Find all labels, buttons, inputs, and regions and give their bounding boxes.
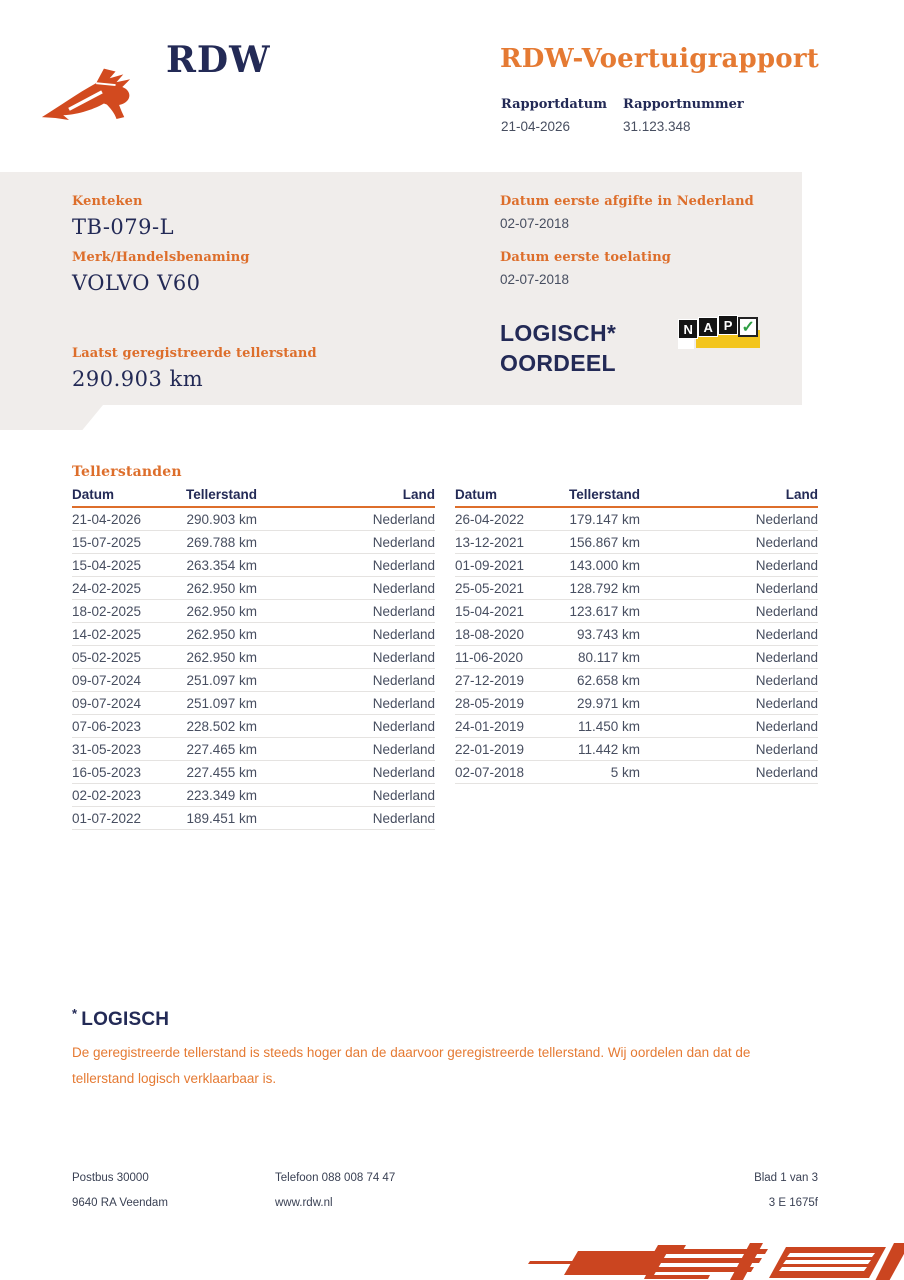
toelating-value: 02-07-2018 — [500, 272, 570, 287]
footer-website: www.rdw.nl — [275, 1197, 333, 1209]
cell-tellerstand: 143.000 km — [569, 557, 640, 573]
cell-land: Nederland — [372, 741, 435, 757]
table-row — [72, 577, 435, 600]
table-row — [455, 554, 818, 577]
cell-tellerstand: 262.950 km — [186, 603, 257, 619]
cell-tellerstand: 156.867 km — [569, 534, 640, 550]
cell-datum: 02-02-2023 — [72, 787, 142, 803]
cell-datum: 24-01-2019 — [455, 718, 525, 734]
cell-land: Nederland — [372, 695, 435, 711]
cell-land: Nederland — [372, 534, 435, 550]
cell-land: Nederland — [372, 557, 435, 573]
cell-land: Nederland — [372, 511, 435, 527]
report-date-value: 21-04-2026 — [501, 119, 571, 134]
nap-letter-a: A — [698, 317, 718, 337]
cell-land: Nederland — [755, 764, 818, 780]
odometer-readings-section — [72, 464, 818, 830]
cell-land: Nederland — [372, 603, 435, 619]
verdict-row — [500, 318, 800, 378]
explanation-body: De geregistreerde tellerstand is steeds hoger dan de daarvoor geregistreerde tellerstand. Wij oordelen dan dat de tellerstand logisch verklaarbaar is. — [72, 1045, 751, 1086]
readings-tables — [72, 487, 818, 830]
column-header-tellerstand: Tellerstand — [568, 487, 640, 502]
column-header-land: Land — [402, 487, 435, 502]
cell-land: Nederland — [372, 649, 435, 665]
merk-value: VOLVO V60 — [72, 271, 201, 295]
cell-tellerstand: 262.950 km — [186, 649, 257, 665]
table-row — [72, 554, 435, 577]
odometer-table-left — [72, 487, 435, 830]
cell-datum: 26-04-2022 — [455, 511, 525, 527]
report-footer — [72, 1171, 818, 1211]
table-row — [72, 600, 435, 623]
cell-datum: 05-02-2025 — [72, 649, 142, 665]
cell-datum: 27-12-2019 — [455, 672, 525, 688]
footer-address-line2: 9640 RA Veendam — [72, 1197, 168, 1209]
cell-datum: 09-07-2024 — [72, 695, 142, 711]
rdw-logo-text: RDW — [166, 39, 271, 81]
cell-land: Nederland — [372, 764, 435, 780]
odometer-table-right — [455, 487, 818, 830]
cell-tellerstand: 228.502 km — [186, 718, 257, 734]
cell-datum: 24-02-2025 — [72, 580, 142, 596]
cell-datum: 07-06-2023 — [72, 718, 142, 734]
cell-datum: 28-05-2019 — [455, 695, 525, 711]
cell-land: Nederland — [372, 580, 435, 596]
nap-letter-n: N — [678, 319, 698, 339]
cell-land: Nederland — [755, 534, 818, 550]
verdict-line-2: OORDEEL — [500, 350, 616, 376]
table-row — [455, 508, 818, 531]
report-date-block — [501, 97, 607, 134]
explanation-heading-text: LOGISCH — [81, 1009, 170, 1030]
cell-land: Nederland — [755, 695, 818, 711]
vehicle-summary-box — [0, 172, 802, 405]
cell-datum: 09-07-2024 — [72, 672, 142, 688]
table-body — [455, 508, 818, 784]
nap-check-icon: ✓ — [738, 317, 758, 337]
table-row — [72, 508, 435, 531]
explanation-heading — [72, 1006, 772, 1031]
cell-datum: 16-05-2023 — [72, 764, 142, 780]
table-row — [455, 531, 818, 554]
cell-tellerstand: 123.617 km — [569, 603, 640, 619]
readings-title: Tellerstanden — [72, 464, 182, 480]
cell-land: Nederland — [755, 649, 818, 665]
cell-land: Nederland — [372, 718, 435, 734]
cell-datum: 01-09-2021 — [455, 557, 525, 573]
cell-datum: 18-08-2020 — [455, 626, 525, 642]
cell-land: Nederland — [755, 741, 818, 757]
table-row — [72, 646, 435, 669]
table-row — [72, 531, 435, 554]
rdw-logo — [38, 39, 271, 124]
table-row — [455, 761, 818, 784]
table-row — [72, 623, 435, 646]
table-row — [455, 715, 818, 738]
column-header-datum: Datum — [72, 487, 115, 502]
table-header-row — [455, 487, 818, 508]
cell-datum: 14-02-2025 — [72, 626, 142, 642]
table-header-row — [72, 487, 435, 508]
nap-white-notch — [678, 339, 694, 349]
cell-tellerstand: 62.658 km — [576, 672, 640, 688]
cell-land: Nederland — [755, 511, 818, 527]
table-row — [455, 669, 818, 692]
cell-tellerstand: 223.349 km — [186, 787, 257, 803]
cell-datum: 02-07-2018 — [455, 764, 525, 780]
table-row — [72, 715, 435, 738]
tellerstand-label: Laatst geregistreerde tellerstand — [72, 346, 317, 361]
table-row — [455, 646, 818, 669]
cell-land: Nederland — [755, 603, 818, 619]
table-row — [72, 784, 435, 807]
afgifte-value: 02-07-2018 — [500, 216, 570, 231]
cell-tellerstand: 189.451 km — [186, 810, 257, 826]
cell-land: Nederland — [372, 672, 435, 688]
cell-tellerstand: 11.442 km — [577, 741, 640, 757]
cell-tellerstand: 29.971 km — [576, 695, 640, 711]
speed-stripes-decoration — [518, 1243, 904, 1280]
asterisk-marker: * — [72, 1006, 78, 1021]
summary-right-column — [500, 172, 800, 378]
toelating-label: Datum eerste toelating — [500, 250, 671, 265]
cell-tellerstand: 80.117 km — [577, 649, 640, 665]
table-row — [455, 623, 818, 646]
column-header-tellerstand: Tellerstand — [185, 487, 257, 502]
afgifte-label: Datum eerste afgifte in Nederland — [500, 194, 754, 209]
verdict-text — [500, 318, 616, 378]
cell-datum: 15-07-2025 — [72, 534, 142, 550]
cell-datum: 18-02-2025 — [72, 603, 142, 619]
cell-datum: 15-04-2025 — [72, 557, 142, 573]
report-date-label: Rapportdatum — [501, 97, 607, 112]
nap-logo — [678, 313, 762, 349]
cell-tellerstand: 227.455 km — [186, 764, 257, 780]
verdict-explanation — [72, 1006, 772, 1092]
cell-datum: 31-05-2023 — [72, 741, 142, 757]
table-row — [455, 577, 818, 600]
cell-tellerstand: 93.743 km — [576, 626, 640, 642]
cell-land: Nederland — [372, 787, 435, 803]
footer-page-indicator: Blad 1 van 3 — [754, 1172, 818, 1184]
cell-datum: 25-05-2021 — [455, 580, 525, 596]
report-number-value: 31.123.348 — [622, 119, 691, 134]
cell-tellerstand: 263.354 km — [186, 557, 257, 573]
footer-doc-code: 3 E 1675f — [768, 1197, 818, 1209]
cell-land: Nederland — [372, 810, 435, 826]
kenteken-value: TB-079-L — [72, 215, 175, 239]
cell-tellerstand: 128.792 km — [569, 580, 640, 596]
cell-tellerstand: 290.903 km — [186, 511, 257, 527]
cell-tellerstand: 251.097 km — [186, 695, 257, 711]
report-number-label: Rapportnummer — [622, 97, 744, 112]
table-row — [455, 692, 818, 715]
cell-tellerstand: 179.147 km — [569, 511, 640, 527]
cell-tellerstand: 11.450 km — [577, 718, 640, 734]
cell-land: Nederland — [755, 580, 818, 596]
verdict-line-1: LOGISCH* — [500, 320, 617, 346]
report-meta — [501, 97, 744, 134]
column-header-land: Land — [785, 487, 818, 502]
cell-datum: 01-07-2022 — [72, 810, 142, 826]
summary-left-column — [72, 172, 472, 402]
cell-datum: 11-06-2020 — [455, 649, 524, 665]
cell-datum: 15-04-2021 — [455, 603, 525, 619]
cell-datum: 22-01-2019 — [455, 741, 525, 757]
nap-letter-p: P — [718, 315, 738, 335]
footer-phone: Telefoon 088 008 74 47 — [275, 1172, 396, 1184]
cell-land: Nederland — [755, 626, 818, 642]
cell-tellerstand: 227.465 km — [186, 741, 257, 757]
cell-tellerstand: 251.097 km — [186, 672, 257, 688]
table-row — [72, 738, 435, 761]
cell-land: Nederland — [755, 718, 818, 734]
rdw-feather-icon — [38, 52, 164, 124]
cell-tellerstand: 262.950 km — [186, 626, 257, 642]
table-row — [72, 669, 435, 692]
table-row — [455, 738, 818, 761]
table-row — [455, 600, 818, 623]
cell-tellerstand: 5 km — [610, 764, 640, 780]
table-row — [72, 692, 435, 715]
merk-label: Merk/Handelsbenaming — [72, 250, 250, 265]
cell-tellerstand: 262.950 km — [186, 580, 257, 596]
kenteken-label: Kenteken — [72, 194, 143, 209]
document-title: RDW-Voertuigrapport — [500, 44, 819, 74]
cell-tellerstand: 269.788 km — [186, 534, 257, 550]
table-body — [72, 508, 435, 830]
cell-datum: 21-04-2026 — [72, 511, 142, 527]
table-row — [72, 807, 435, 830]
tellerstand-value: 290.903 km — [72, 367, 204, 391]
report-number-block — [623, 97, 744, 134]
cell-land: Nederland — [755, 557, 818, 573]
cell-land: Nederland — [755, 672, 818, 688]
cell-land: Nederland — [372, 626, 435, 642]
footer-address-line1: Postbus 30000 — [72, 1172, 149, 1184]
table-row — [72, 761, 435, 784]
column-header-datum: Datum — [455, 487, 498, 502]
cell-datum: 13-12-2021 — [455, 534, 525, 550]
